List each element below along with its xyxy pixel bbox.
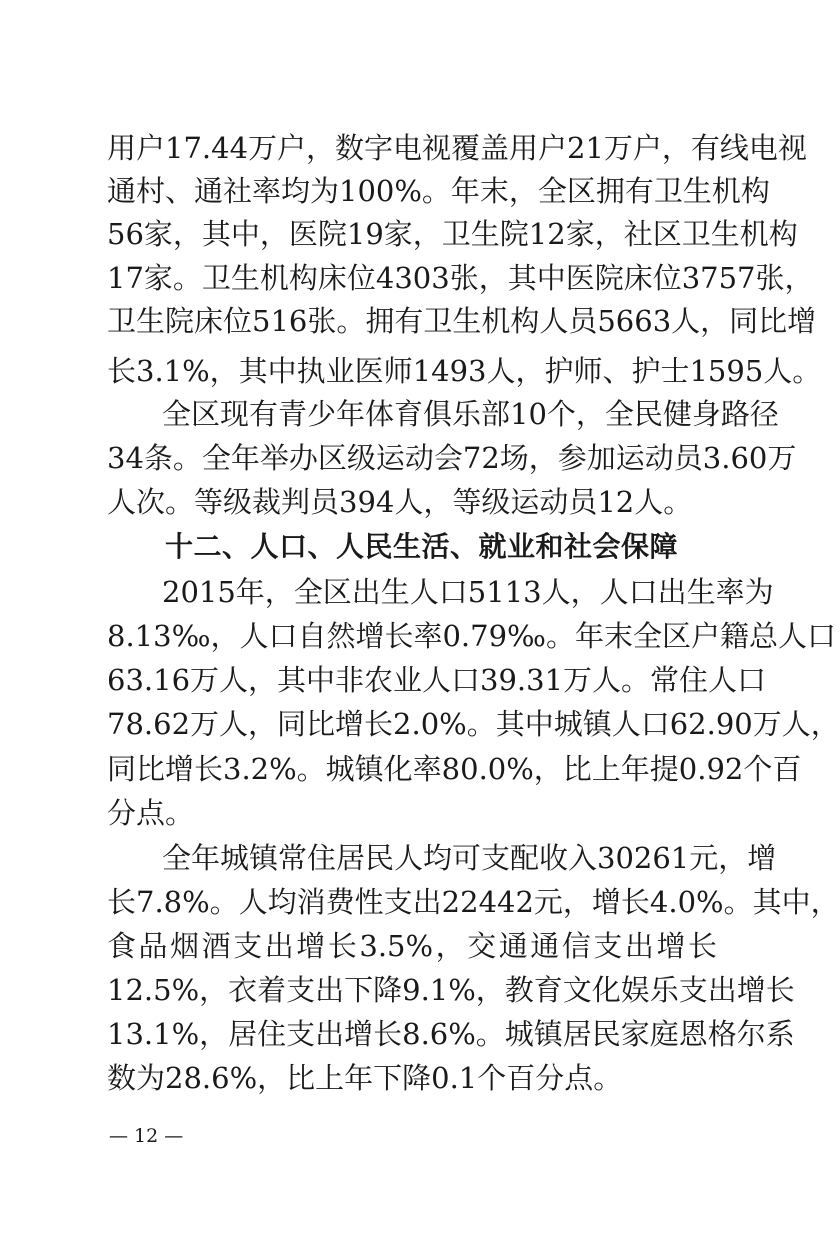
paragraph-line: 卫生院床位516张。拥有卫生机构人员5663人，同比增 xyxy=(107,304,817,338)
paragraph-line: 人次。等级裁判员394人，等级运动员12人。 xyxy=(107,485,693,519)
paragraph-line: 56家，其中，医院19家，卫生院12家，社区卫生机构 xyxy=(107,217,798,251)
paragraph-line: 用户17.44万户，数字电视覆盖用户21万户，有线电视 xyxy=(107,131,807,165)
paragraph-line: 34条。全年举办区级运动会72场，参加运动员3.60万 xyxy=(107,441,797,475)
paragraph-line: 长3.1%，其中执业医师1493人，护师、护士1595人。 xyxy=(107,354,822,388)
paragraph-line: 食品烟酒支出增长3.5%，交通通信支出增长 xyxy=(107,929,717,963)
paragraph-line: 13.1%，居住支出增长8.6%。城镇居民家庭恩格尔系 xyxy=(107,1017,795,1051)
paragraph-line: 全区现有青少年体育俱乐部10个，全民健身路径 xyxy=(162,397,779,431)
paragraph-line: 同比增长3.2%。城镇化率80.0%，比上年提0.92个百 xyxy=(107,752,802,786)
section-heading: 十二、人口、人民生活、就业和社会保障 xyxy=(165,530,679,563)
paragraph-line: 长7.8%。人均消费性支出22442元，增长4.0%。其中， xyxy=(107,885,840,919)
paragraph-line: 8.13‰，人口自然增长率0.79‰。年末全区户籍总人口 xyxy=(107,619,836,653)
paragraph-line: 17家。卫生机构床位4303张，其中医院床位3757张， xyxy=(107,261,814,295)
paragraph-line: 通村、通社率均为100%。年末，全区拥有卫生机构 xyxy=(107,174,770,208)
paragraph-line: 63.16万人，其中非农业人口39.31万人。常住人口 xyxy=(107,663,767,697)
paragraph-line: 全年城镇常住居民人均可支配收入30261元，增 xyxy=(162,841,777,875)
paragraph-line: 78.62万人，同比增长2.0%。其中城镇人口62.90万人， xyxy=(107,707,840,741)
paragraph-line: 2015年，全区出生人口5113人，人口出生率为 xyxy=(162,575,774,609)
paragraph-line: 数为28.6%，比上年下降0.1个百分点。 xyxy=(107,1061,623,1095)
page-number: — 12 — xyxy=(109,1125,184,1147)
paragraph-line: 分点。 xyxy=(107,796,195,830)
paragraph-line: 12.5%，衣着支出下降9.1%，教育文化娱乐支出增长 xyxy=(107,973,795,1007)
